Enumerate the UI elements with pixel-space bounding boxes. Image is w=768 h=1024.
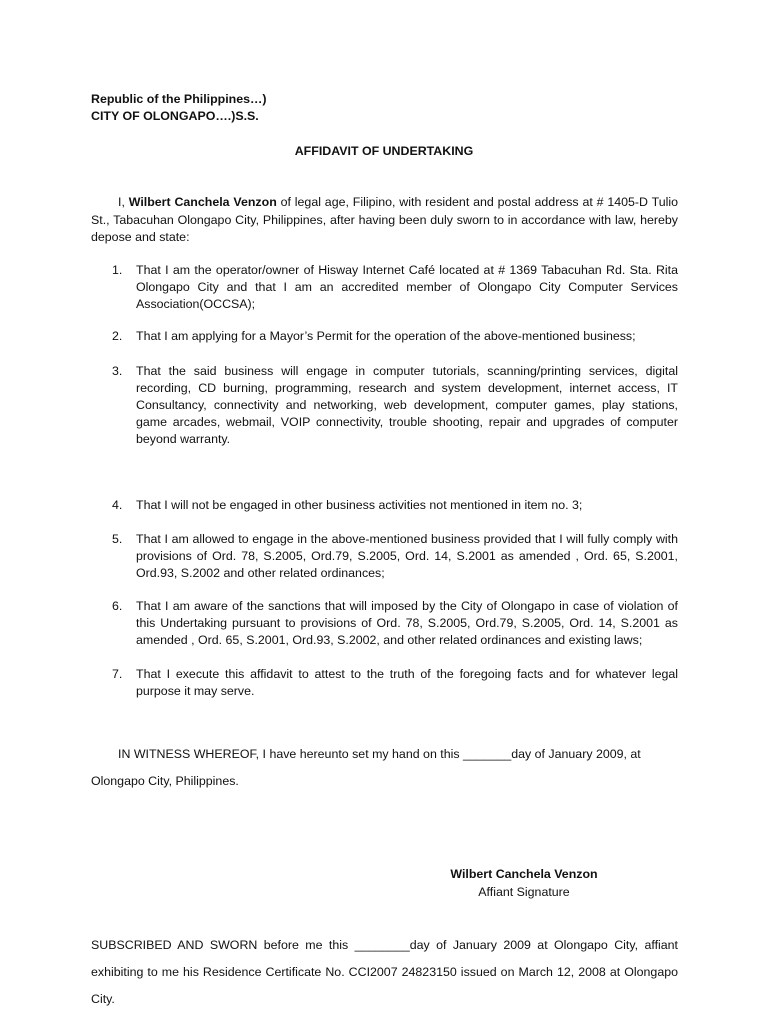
intro-prefix: I, [118,195,129,209]
list-item [91,497,678,514]
item-number: 7. [112,667,123,681]
caption-line-2: CITY OF OLONGAPO….)S.S. [91,109,259,123]
witness-clause [91,746,678,763]
item-text: That I am allowed to engage in the above-mentioned business provided that I will fully comply with provisions of Ord. 78, S.2005, Ord.79, S.2005, Ord. 14, S.2001 as amended , Ord. 65, S.2001, Ord.93, S.2002 and other related ordinances; [136,532,678,580]
list-item [91,262,678,313]
item-number: 4. [112,498,123,512]
signature-label: Affiant Signature [478,885,570,899]
item-number: 2. [112,329,123,343]
item-number: 6. [112,599,123,613]
item-number: 1. [112,263,123,277]
item-text: That I am applying for a Mayor’s Permit for the operation of the above-mentioned business; [136,329,636,343]
intro-paragraph [91,194,678,247]
witness-line-2: Olongapo City, Philippines. [91,774,239,788]
jurat-paragraph: SUBSCRIBED AND SWORN before me this ________day of January 2009 at Olongapo City, affiant exhibiting to me his Residence Certificate No. CCI2007 24823150 issued on March 12, 2008 at Olongapo City. [91,938,678,1006]
list-item [91,363,678,448]
item-text: That I execute this affidavit to attest to the truth of the foregoing facts and for whatever legal purpose it may serve. [136,667,678,698]
document-title: AFFIDAVIT OF UNDERTAKING [294,144,474,158]
signature-name: Wilbert Canchela Venzon [450,867,598,881]
list-item [91,531,678,582]
item-text: That I will not be engaged in other business activities not mentioned in item no. 3; [136,498,583,512]
caption-line-1: Republic of the Philippines…) [91,92,267,106]
item-text: That I am aware of the sanctions that will imposed by the City of Olongapo in case of violation of this Undertaking pursuant to provisions of Ord. 78, S.2005, Ord.79, S.2005, Ord. 14, S.2001 as amended , Ord. 65, S.2001, Ord.93, S.2002, and other related ordinances and existing laws; [136,599,678,647]
list-item [91,598,678,649]
list-item [91,666,678,700]
intro-text: of legal age, Filipino, with resident and postal address at # 1405-D Tulio St., Tabacuhan Olongapo City, Philippines, after having been duly sworn to in accordance with law, hereby depose and state: [91,195,679,244]
witness-line-1: IN WITNESS WHEREOF, I have hereunto set my hand on this _______day of January 2009, at [118,747,641,761]
item-number: 5. [112,532,123,546]
item-number: 3. [112,364,123,378]
list-item [91,328,678,345]
signature-block [400,865,648,901]
item-text: That I am the operator/owner of Hisway Internet Café located at # 1369 Tabacuhan Rd. Sta. Rita Olongapo City and that I am an accredited member of Olongapo City Computer Services Association(OCCSA); [136,263,678,311]
affiant-name: Wilbert Canchela Venzon [128,195,277,209]
item-text: That the said business will engage in computer tutorials, scanning/printing services, digital recording, CD burning, programming, research and system development, internet access, IT Consultancy, connectivity and networking, web development, computer games, play stations, game arcades, webmail, VOIP connectivity, trouble shooting, repair and upgrades of computer beyond warranty. [136,364,678,446]
case-caption [91,91,267,125]
